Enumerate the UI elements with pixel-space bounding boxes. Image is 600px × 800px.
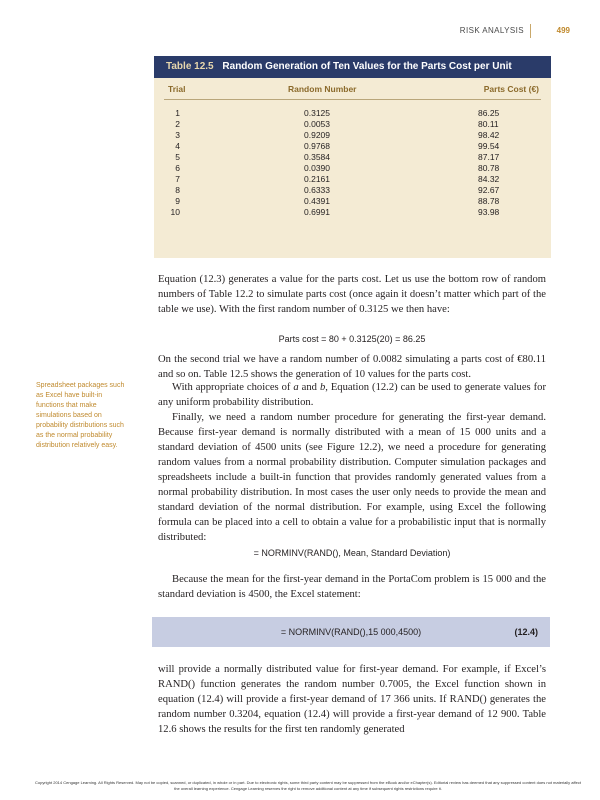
cell-parts-cost: 93.98 xyxy=(478,207,500,217)
cell-trial: 4 xyxy=(175,141,180,151)
table-caption xyxy=(154,56,551,78)
cell-trial: 9 xyxy=(175,196,180,206)
equation-norminv-general: = NORMINV(RAND(), Mean, Standard Deviation) xyxy=(253,548,451,558)
table-row xyxy=(154,130,551,141)
table-row xyxy=(154,119,551,130)
table-row xyxy=(154,185,551,196)
text-fragment: With appropriate choices of xyxy=(172,382,294,393)
cell-parts-cost: 80.11 xyxy=(478,119,499,129)
variable-b: b xyxy=(319,382,326,393)
cell-random-number: 0.6991 xyxy=(304,207,330,217)
copyright-notice: Copyright 2014 Cengage Learning. All Rights Reserved. May not be copied, scanned, or duplicated, in whole or in part. Due to electronic rights, some third party content may be suppressed from the eBook and/or eChapter(s). Editorial review has deemed that any suppressed content does not materially affect the overall learning experience. Cengage Learning reserves the right to remove additional content at any time if subsequent rights restrictions require it. xyxy=(34,780,581,791)
cell-parts-cost: 80.78 xyxy=(478,163,500,173)
table-row xyxy=(154,207,551,218)
equation-number: (12.4) xyxy=(514,627,538,637)
running-header xyxy=(440,24,570,38)
cell-trial: 3 xyxy=(175,130,180,140)
column-header-random-number: Random Number xyxy=(288,84,357,94)
cell-random-number: 0.3125 xyxy=(304,108,330,118)
cell-random-number: 0.0053 xyxy=(304,119,330,129)
cell-random-number: 0.4391 xyxy=(304,196,330,206)
paragraph-excel-result: will provide a normally distributed value for first-year demand. For example, if Excel’s RAND() function generates the random number 0.7005, the Excel function shown in equation (12.4) will provide a first-year demand of 17 366 units. If RAND() generates the random number 0.3204, equation (12.4) will provide a first-year demand of 12 900. Table 12.6 shows the results for the first ten randomly generated xyxy=(158,664,546,735)
cell-random-number: 0.9768 xyxy=(304,141,330,151)
table-row xyxy=(154,163,551,174)
cell-parts-cost: 88.78 xyxy=(478,196,500,206)
header-divider xyxy=(530,24,531,38)
table-row xyxy=(154,152,551,163)
table-row xyxy=(154,108,551,119)
margin-note: Spreadsheet packages such as Excel have built-in functions that make simulations based on probability distributions such as the normal probability distribution relatively easy. xyxy=(36,382,125,449)
cell-trial: 2 xyxy=(175,119,180,129)
section-title: RISK ANALYSIS xyxy=(459,26,524,35)
table-title: Random Generation of Ten Values for the Parts Cost per Unit xyxy=(222,61,512,72)
table-12-5 xyxy=(154,56,551,258)
variable-a: a xyxy=(293,382,299,393)
paragraph-portacom-mean: Because the mean for the first-year demand in the PortaCom problem is 15 000 and the standard deviation is 4500, the Excel statement: xyxy=(158,574,546,600)
cell-random-number: 0.2161 xyxy=(304,174,330,184)
paragraph-first-year-demand: Finally, we need a random number procedure for generating the first-year demand. Because first-year demand is normally distributed with a mean of 15 000 units and a standard deviation of 4500 units (see Figure 12.2), we need a procedure for generating random values from a normal probability distribution. Computer simulation packages and spreadsheets include a built-in function that provides randomly generated values from a normal probability distribution. In most cases the user only needs to provide the mean and standard deviation of the normal distribution. For example, using Excel the following formula can be placed into a cell to obtain a value for a probabilistic input that is normally distributed: xyxy=(158,412,546,543)
cell-parts-cost: 92.67 xyxy=(478,185,500,195)
cell-trial: 8 xyxy=(175,185,180,195)
column-header-trial: Trial xyxy=(168,84,186,94)
cell-trial: 7 xyxy=(175,174,180,184)
table-header-row xyxy=(164,78,541,100)
table-row xyxy=(154,141,551,152)
cell-parts-cost: 98.42 xyxy=(478,130,500,140)
cell-trial: 6 xyxy=(175,163,180,173)
table-label: Table 12.5 xyxy=(166,61,214,72)
text-fragment: , Equation (12.2) can be used to generate values for any uniform probability distribution. xyxy=(158,382,546,408)
cell-trial: 1 xyxy=(175,108,180,118)
cell-parts-cost: 84.32 xyxy=(478,174,500,184)
cell-parts-cost: 86.25 xyxy=(478,108,500,118)
cell-random-number: 0.9209 xyxy=(304,130,330,140)
cell-trial: 10 xyxy=(170,207,180,217)
cell-trial: 5 xyxy=(175,152,180,162)
cell-parts-cost: 99.54 xyxy=(478,141,500,151)
paragraph-parts-cost-equation: Equation (12.3) generates a value for the parts cost. Let us use the bottom row of random numbers of Table 12.2 to simulate parts cost (once again it doesn’t matter which part of the table we use). With the first random number of 0.3125 we then have: xyxy=(158,274,546,315)
table-row xyxy=(154,174,551,185)
cell-random-number: 0.3584 xyxy=(304,152,330,162)
formula-box-12-4 xyxy=(152,617,550,647)
cell-random-number: 0.6333 xyxy=(304,185,330,195)
cell-parts-cost: 87.17 xyxy=(478,152,500,162)
cell-random-number: 0.0390 xyxy=(304,163,330,173)
table-row xyxy=(154,196,551,207)
page-number: 499 xyxy=(556,26,570,35)
paragraph-second-trial: On the second trial we have a random number of 0.0082 simulating a parts cost of €80.11 and so on. Table 12.5 shows the generation of 10 values for the parts cost. xyxy=(158,354,546,380)
table-body xyxy=(154,108,551,218)
formula-text: = NORMINV(RAND(),15 000,4500) xyxy=(280,627,422,637)
text-fragment: and xyxy=(298,382,320,393)
equation-parts-cost: Parts cost = 80 + 0.3125(20) = 86.25 xyxy=(278,334,426,344)
column-header-parts-cost: Parts Cost (€) xyxy=(483,84,539,94)
paragraph-uniform-distribution xyxy=(158,380,546,410)
